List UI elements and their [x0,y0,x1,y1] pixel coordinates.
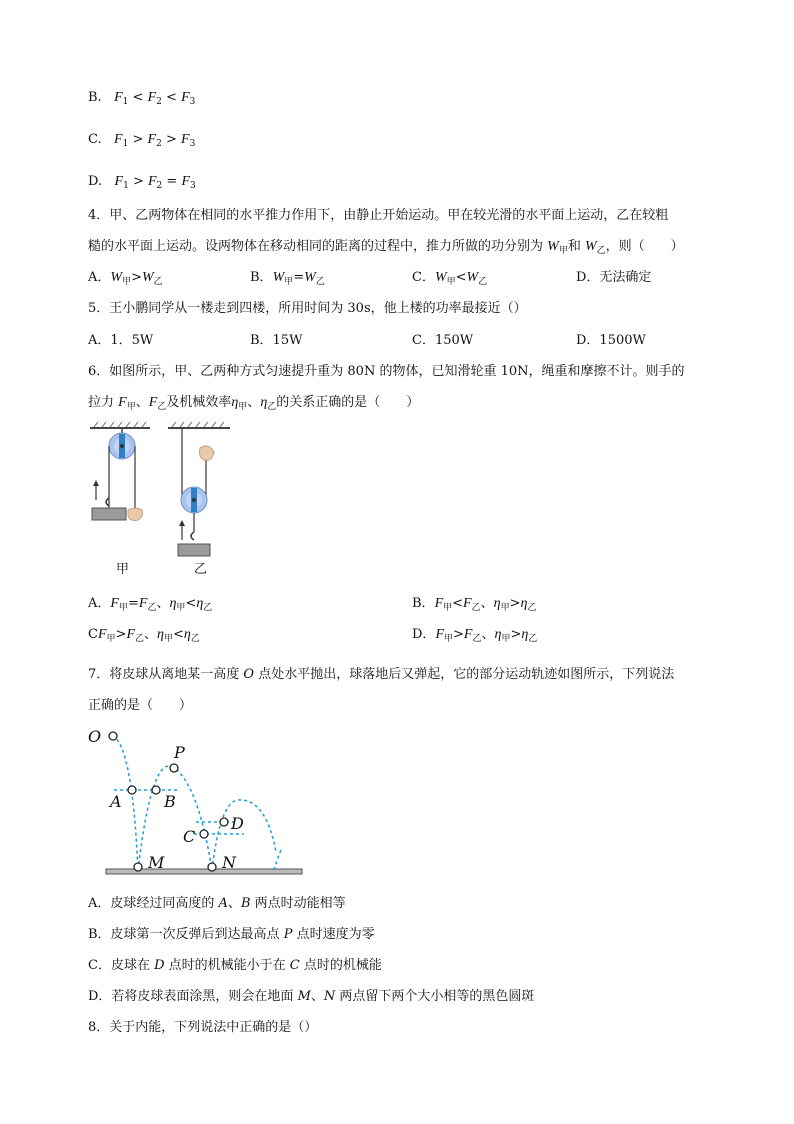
q4-option-d: D．无法确定 [576,270,652,285]
q5-option-d: D．1500W [576,333,646,348]
q6-option-c: $CF_甲>F_乙$、$\eta_甲<\eta_乙$ [88,627,200,644]
option-letter: D. [88,174,103,189]
q6-option-b: B．$F_甲<F_乙$、$\eta_甲>\eta_乙$ [412,596,537,613]
q5-option-a: A．1．5W [88,333,154,348]
q4-stem-line1: 4．甲、乙两物体在相同的水平推力作用下，由静止开始运动。甲在较光滑的水平面上运动，乙在较粗 [88,208,669,223]
label-o: O [88,727,102,746]
q6-option-d: D．$F_甲>F_乙$、$\eta_甲>\eta_乙$ [412,627,538,644]
point-m [134,863,142,871]
q6-options-row2 [88,626,708,644]
label-d: D [231,814,244,833]
q6-stem-line2: 拉力 $F_甲$、$F_乙$及机械效率$\eta_甲$、$\eta_乙$的关系正确的是（ ） [88,395,420,412]
trajectory-path [112,736,282,870]
point-b [152,786,160,794]
point-c [200,830,208,838]
q5-stem: 5．王小鹏同学从一楼走到四楼，所用时间为 30s，他上楼的功率最接近（） [88,301,527,316]
option-c-prev: C. $F_1 > F_2 > F_3$ [88,132,196,149]
option-letter: C. [88,132,102,147]
q5-option-c: C．150W [412,333,474,348]
q7-option-c: C．皮球在 D 点时的机械能小于在 C 点时的机械能 [88,958,382,973]
q7-option-a: A．皮球经过同高度的 A、B 两点时动能相等 [88,896,346,911]
q7-option-d: D．若将皮球表面涂黑，则会在地面 M、N 两点留下两个大小相等的黑色圆斑 [88,989,535,1004]
q5-options [88,332,708,350]
ceiling-right [168,422,230,428]
q7-stem-line2: 正确的是（ ） [88,698,193,713]
label-b: B [164,792,176,811]
point-d [220,818,228,826]
point-p [170,764,178,772]
q5-option-b: B．15W [250,333,303,348]
q4-option-b: B．$W_甲=W_乙$ [250,270,325,287]
q7-stem-line1: 7．将皮球从离地某一高度 O 点处水平抛出，球落地后又弹起，它的部分运动轨迹如图所示，下列说法 [88,667,675,682]
label-m: M [148,853,165,872]
label-a: A [110,792,122,811]
q7-option-b: B．皮球第一次反弹后到达最高点 P 点时速度为零 [88,927,375,942]
point-n [208,863,216,871]
q4-stem-line2: 糙的水平面上运动。设两物体在移动相同的距离的过程中，推力所做的功分别为 $W_甲$和 $W_乙$，则（ ） [88,239,684,256]
label-jia: 甲 [116,562,130,577]
q6-stem-line1: 6．如图所示，甲、乙两种方式匀速提升重为 80N 的物体，已知滑轮重 10N，绳重和摩擦不计。则手的 [88,364,685,379]
ceiling-left [90,422,150,428]
label-c: C [183,827,196,846]
option-d-prev: D. $F_1 > F_2 = F_3$ [88,174,196,191]
label-yi: 乙 [194,562,208,577]
q4-options [88,269,708,287]
fixed-pulley [92,428,143,521]
label-n: N [222,853,236,872]
pulley-figure [88,420,248,585]
q8-stem: 8．关于内能，下列说法中正确的是（） [88,1020,318,1035]
movable-pulley [178,428,214,556]
point-a [128,786,136,794]
option-letter: B. [88,90,102,105]
q4-option-a: A．$W_甲>W_乙$ [88,270,163,287]
point-o [109,732,117,740]
q4-option-c: C．$W_甲<W_乙$ [412,270,488,287]
option-b-prev: B. $F_1 < F_2 < F_3$ [88,90,196,107]
q6-options-row1 [88,595,708,613]
q6-option-a: A．$F_甲=F_乙$、$\eta_甲<\eta_乙$ [88,596,213,613]
label-p: P [174,743,185,762]
